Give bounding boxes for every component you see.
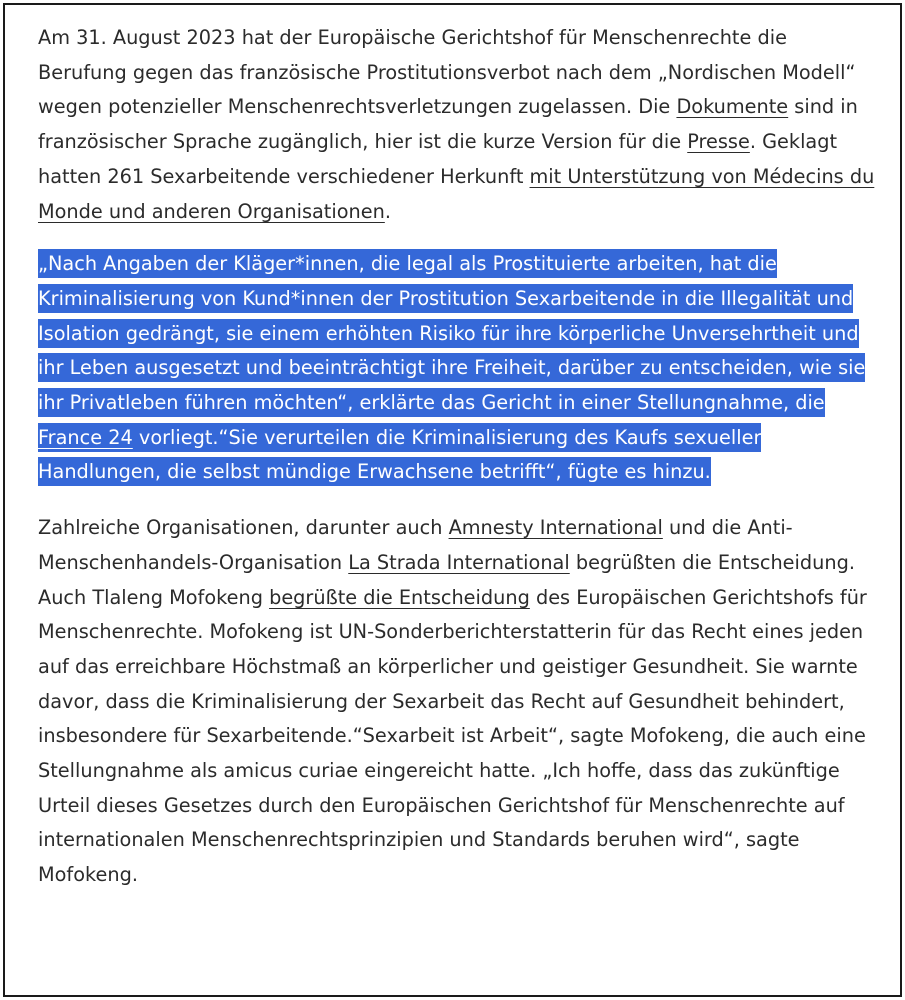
document-frame	[3, 3, 902, 997]
link-dokumente[interactable]: Dokumente	[676, 95, 789, 119]
paragraph-text: des Europäischen Gerichtshofs für Menschenrechte. Mofokeng ist UN-Sonderberichterstatterin für das Recht eines jeden auf das erreichbare Höchstmaß an körperlicher und geistiger Gesundheit. Sie warnte davor, dass die Kriminalisierung der Sexarbeit das Recht auf Gesundheit behindert, insbesondere für Sexarbeitende.“Sexarbeit ist Arbeit“, sagte Mofokeng, die auch eine Stellungnahme als amicus curiae eingereicht hatte. „Ich hoffe, dass das zukünftige Urteil dieses Gesetzes durch den Europäischen Gerichtshof für Menschenrechte auf internationalen Menschenrechtsprinzipien und Standards beruhen wird“, sagte Mofokeng.	[38, 585, 867, 887]
paragraph-text: sind in französischer Sprache zugänglich, hier ist die kurze Version für die	[38, 95, 858, 154]
paragraph-text: „Nach Angaben der Kläger*innen, die legal als Prostituierte arbeiten, hat die Kriminalisierung von Kund*innen der Prostitution Sexarbeitende in die Illegalität und Isolation gedrängt, sie einem erhöhten Risiko für ihre körperliche Unversehrtheit und ihr Leben ausgesetzt und beeinträchtigt ihre Freiheit, darüber zu entscheiden, wie sie ihr Privatleben führen möchten“, erklärte das Gericht in einer Stellungnahme, die	[38, 252, 866, 415]
paragraph-text: . Geklagt hatten 261 Sexarbeitende verschiedener Herkunft	[38, 130, 838, 188]
paragraph-text: .	[384, 199, 391, 223]
paragraph-quote-selected	[38, 247, 878, 490]
link-la-strada-international[interactable]: La Strada International	[348, 550, 570, 574]
paragraph-text: begrüßten die Entscheidung. Auch Tlaleng Mofokeng	[38, 550, 855, 609]
link-presse[interactable]: Presse	[687, 130, 750, 154]
paragraph-text: vorliegt.“Sie verurteilen die Kriminalisierung des Kaufs sexueller Handlungen, die selbst mündige Erwachsene betrifft“, fügte es hinzu.	[38, 425, 762, 484]
paragraph-text: und die Anti-Menschenhandels-Organisation	[38, 516, 793, 574]
paragraph-text: Zahlreiche Organisationen, darunter auch	[38, 516, 449, 540]
paragraph-text: Am 31. August 2023 hat der Europäische Gerichtshof für Menschenrechte die Berufung gegen das französische Prostitutionsverbot nach dem „Nordischen Modell“ wegen potenzieller Menschenrechtsverletzungen zugelassen. Die	[38, 26, 856, 119]
selected-text-highlight[interactable]	[38, 249, 865, 486]
link-medecins-du-monde[interactable]: mit Unterstützung von Médecins du Monde und anderen Organisationen	[38, 164, 875, 223]
link-france-24[interactable]: France 24	[38, 425, 133, 449]
article-body	[38, 21, 878, 893]
paragraph-organisations	[38, 511, 878, 893]
link-amnesty-international[interactable]: Amnesty International	[448, 516, 663, 540]
link-begruesste-die-entscheidung[interactable]: begrüßte die Entscheidung	[269, 585, 530, 609]
paragraph-intro	[38, 21, 878, 229]
